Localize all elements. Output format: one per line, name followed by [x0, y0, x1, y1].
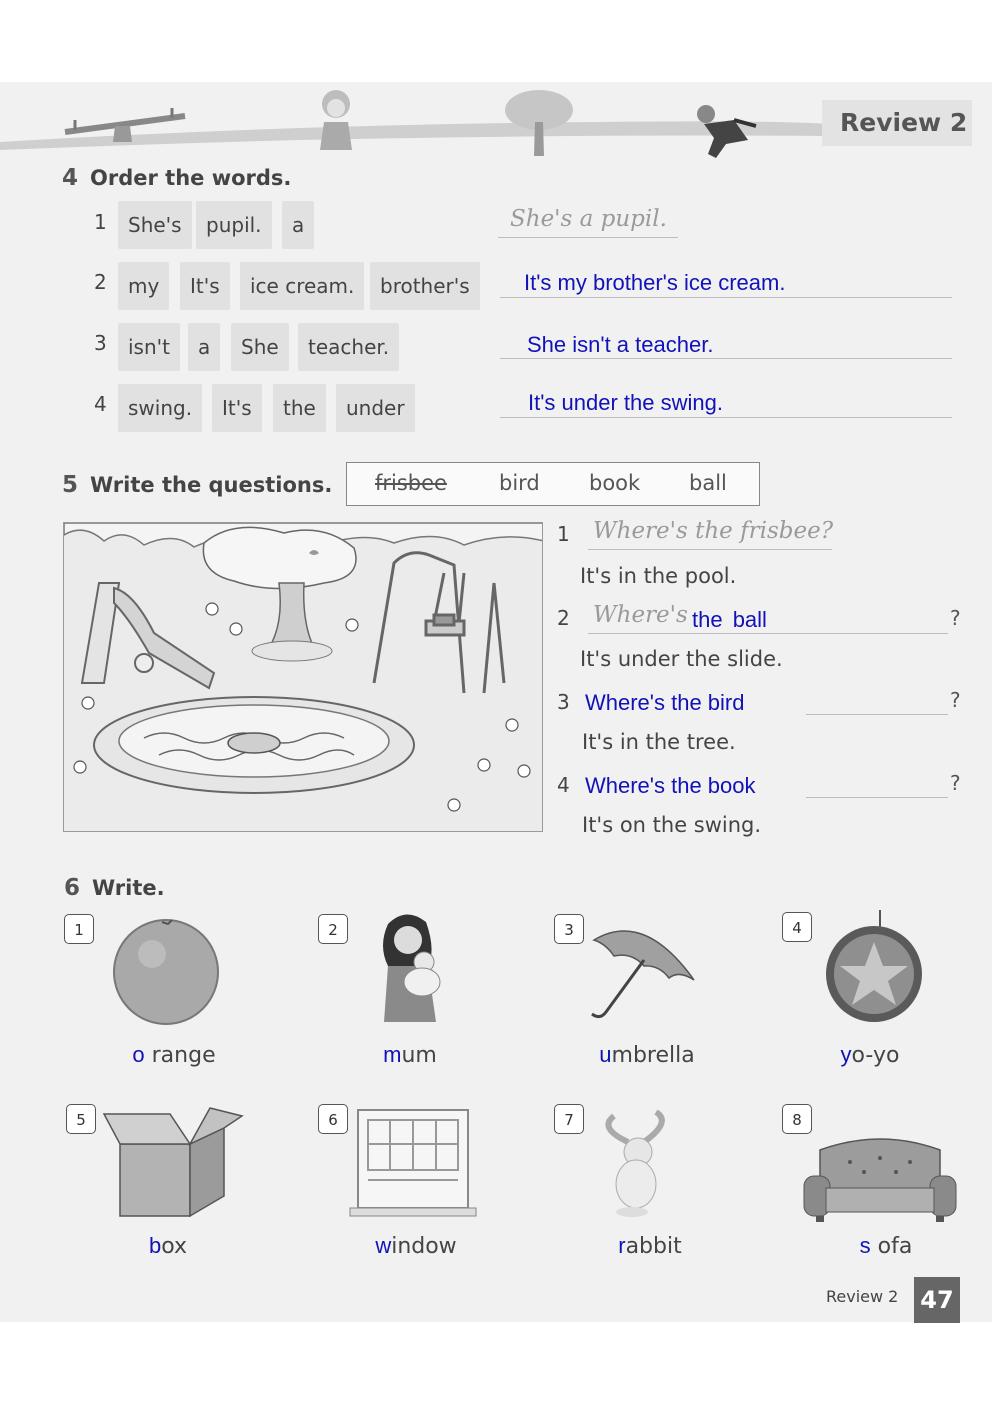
- word-rest: um: [401, 1043, 437, 1068]
- answer-input[interactable]: It's my brother's ice cream.: [524, 270, 786, 295]
- word-rest: abbit: [625, 1234, 682, 1259]
- book-icon: [434, 615, 454, 625]
- word-chip: She's: [118, 201, 192, 249]
- item-number-badge: 3: [554, 914, 584, 944]
- umbrella-icon: [584, 920, 702, 1024]
- review-tab: Review 2: [822, 100, 972, 146]
- word-box-item: ball: [689, 471, 727, 495]
- answer-line: [806, 713, 948, 715]
- word-chip: the: [273, 384, 326, 432]
- yo-yo-icon: [814, 910, 930, 1026]
- box-icon: [100, 1104, 246, 1222]
- exercise-number: 6: [64, 875, 81, 901]
- page-number: 47: [914, 1277, 960, 1323]
- seesaw-icon: [60, 102, 190, 144]
- word-chip: my: [118, 262, 169, 310]
- answer-line: [588, 632, 948, 634]
- word-box-item: frisbee: [375, 471, 447, 495]
- tree-icon: [203, 527, 356, 661]
- item-number-badge: 5: [66, 1104, 96, 1134]
- answer-line: [806, 796, 948, 798]
- written-letter[interactable]: r: [618, 1233, 626, 1258]
- word-rest: indow: [391, 1234, 457, 1259]
- answer-input[interactable]: She isn't a teacher.: [527, 332, 714, 357]
- question-prefix: Where's: [593, 602, 688, 628]
- word-label: [836, 1233, 936, 1259]
- word-chip: teacher.: [298, 323, 399, 371]
- word-box-item: bird: [499, 471, 540, 495]
- answer-text: She's a pupil.: [510, 206, 667, 232]
- item-number-badge: 2: [318, 914, 348, 944]
- frisbee-icon: [228, 733, 280, 753]
- answer-input[interactable]: It's under the swing.: [528, 390, 723, 415]
- row-number: 4: [94, 392, 107, 416]
- boy-climbing-icon: [686, 102, 762, 160]
- exercise-4-heading: [62, 165, 291, 191]
- word-chip: brother's: [370, 262, 480, 310]
- answer-line: [500, 296, 952, 298]
- word-label: [366, 1233, 466, 1259]
- tree-icon: [500, 86, 578, 158]
- word-label: [360, 1042, 460, 1068]
- word-rest: range: [144, 1043, 216, 1068]
- written-letter[interactable]: y: [840, 1042, 852, 1067]
- answer-statement: It's in the tree.: [582, 730, 736, 754]
- word-label: [600, 1233, 700, 1259]
- question-input[interactable]: Where's the book: [585, 773, 756, 798]
- word-label: [820, 1042, 920, 1068]
- orange-icon: [104, 914, 228, 1026]
- answer-line: [498, 236, 678, 238]
- exercise-5-heading: [62, 472, 332, 498]
- girl-icon: [312, 88, 360, 154]
- item-number-badge: 1: [64, 914, 94, 944]
- word-chip: It's: [180, 262, 230, 310]
- written-letter[interactable]: w: [375, 1233, 392, 1258]
- word-rest: mbrella: [611, 1043, 695, 1068]
- question-number: 2: [557, 606, 570, 630]
- question-number: 1: [557, 522, 570, 546]
- item-number-badge: 6: [318, 1104, 348, 1134]
- question-mark: ?: [950, 688, 961, 712]
- word-box-item: book: [589, 471, 641, 495]
- word-rest: ofa: [870, 1234, 913, 1259]
- exercise-number: 5: [62, 472, 79, 498]
- rabbit-icon: [592, 1108, 684, 1220]
- word-rest: o-yo: [851, 1043, 900, 1068]
- written-letter[interactable]: b: [148, 1233, 162, 1258]
- item-number-badge: 4: [782, 912, 812, 942]
- word-chip: under: [336, 384, 415, 432]
- row-number: 3: [94, 331, 107, 355]
- written-letter[interactable]: m: [383, 1042, 402, 1067]
- word-chip: She: [231, 323, 289, 371]
- question-text: Where's the frisbee?: [593, 518, 834, 544]
- question-mark: ?: [950, 771, 961, 795]
- item-number-badge: 7: [554, 1104, 584, 1134]
- word-chip: ice cream.: [240, 262, 364, 310]
- word-box: [346, 462, 760, 506]
- exercise-6-heading: [64, 875, 165, 901]
- answer-statement: It's under the slide.: [580, 647, 783, 671]
- question-input[interactable]: the ball: [692, 607, 767, 632]
- exercise-title: Write the questions.: [90, 473, 333, 497]
- question-number: 4: [557, 773, 570, 797]
- answer-line: [588, 548, 832, 550]
- playground-illustration: [63, 522, 543, 832]
- sofa-icon: [800, 1130, 960, 1224]
- written-letter[interactable]: s: [859, 1233, 871, 1258]
- footer-label: Review 2: [826, 1287, 899, 1306]
- answer-statement: It's on the swing.: [582, 813, 762, 837]
- answer-line: [500, 357, 952, 359]
- window-icon: [348, 1108, 478, 1220]
- pool-icon: [94, 697, 414, 793]
- word-chip: a: [282, 201, 314, 249]
- word-label: [118, 1233, 218, 1259]
- question-input[interactable]: Where's the bird: [585, 690, 745, 715]
- slide-icon: [82, 583, 214, 688]
- answer-statement: It's in the pool.: [580, 564, 737, 588]
- word-chip: a: [188, 323, 220, 371]
- exercise-number: 4: [62, 165, 79, 191]
- row-number: 2: [94, 270, 107, 294]
- question-mark: ?: [950, 606, 961, 630]
- question-number: 3: [557, 690, 570, 714]
- word-chip: pupil.: [196, 201, 272, 249]
- word-chip: isn't: [118, 323, 180, 371]
- answer-line: [500, 416, 952, 418]
- mum-icon: [366, 910, 456, 1028]
- exercise-title: Order the words.: [90, 166, 292, 190]
- word-chip: swing.: [118, 384, 202, 432]
- swing-icon: [374, 553, 504, 693]
- word-chip: It's: [212, 384, 262, 432]
- word-label: [124, 1042, 224, 1068]
- row-number: 1: [94, 210, 107, 234]
- exercise-title: Write.: [92, 876, 165, 900]
- word-label: [592, 1042, 702, 1068]
- written-letter[interactable]: u: [599, 1042, 612, 1067]
- item-number-badge: 8: [782, 1104, 812, 1134]
- written-letter[interactable]: o: [132, 1042, 145, 1067]
- word-rest: ox: [161, 1234, 188, 1259]
